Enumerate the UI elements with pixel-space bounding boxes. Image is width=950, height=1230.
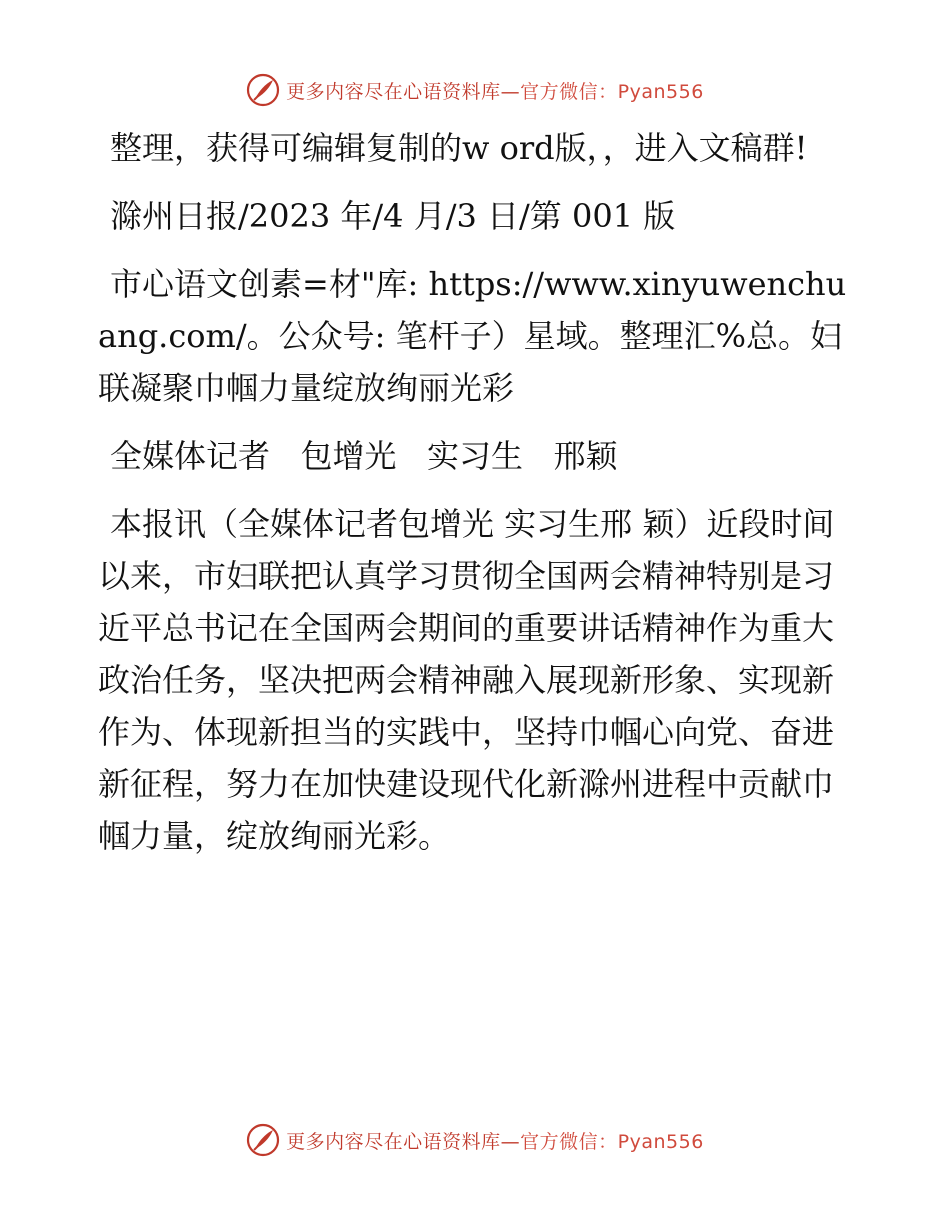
banner-wechat: 官方微信：Pyan556 [520,1130,704,1153]
footer-watermark-banner [0,1120,950,1160]
source-line: 滁州日报/2023 年/4 月/3 日/第 001 版 [110,197,676,235]
body-paragraph: 本报讯（全媒体记者包增光 实习生邢 颖）近段时间以来，市妇联把认真学习贯彻全国两会精神特别是习近平总书记在全国两会期间的重要讲话精神作为重大政治任务，坚决把两会精神融入展现新形象、实现新作为、体现新担当的实践中，坚持巾帼心向党、奋进新征程，努力在加快建设现代化新滁州进程中贡献巾帼力量，绽放绚丽光彩。 [98,505,835,855]
byline: 全媒体记者 包增光 实习生 邢颖 [110,437,618,475]
header-watermark-banner [0,70,950,110]
feather-quill-logo-icon [246,1123,280,1157]
article-body [98,122,858,878]
banner-wechat: 官方微信：Pyan556 [520,80,704,103]
promo-paragraph: 市心语文创素=材"库: https://www.xinyuwenchuang.com/。公众号: 笔杆子）星域。整理汇%总。妇联凝聚巾帼力量绽放绚丽光彩 [98,265,847,407]
feather-quill-logo-icon [246,73,280,107]
banner-text: 更多内容尽在心语资料库— [286,1130,521,1153]
banner-text: 更多内容尽在心语资料库— [286,80,521,103]
intro-paragraph: 整理，获得可编辑复制的w ord版，，进入文稿群! [110,129,808,167]
